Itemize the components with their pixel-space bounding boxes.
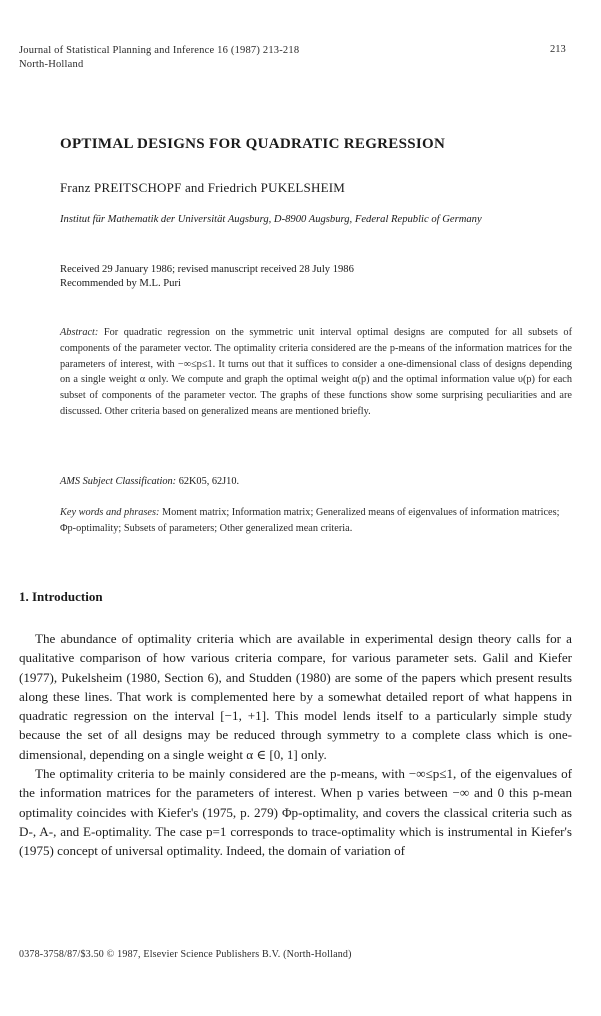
ams-label: AMS Subject Classification: — [60, 476, 177, 487]
recommended-by: Recommended by M.L. Puri — [60, 278, 181, 289]
dates-block — [60, 263, 354, 291]
paper-authors: Franz PREITSCHOPF and Friedrich PUKELSHEIM — [60, 180, 346, 195]
section-body — [19, 629, 572, 861]
abstract-text: For quadratic regression on the symmetric unit interval optimal designs are computed for all subsets of components of the parameter vector. The optimality criteria considered are the p-means of the information matrices for the parameters of interest, with −∞≤p≤1. It turns out that it suffices to consider a one-dimensional class of designs depending on a single weight α only. We compute and graph the optimal weight α(p) and the optimal information value υ(p) for each subset of components of the parameter vector. The graphs of these functions show some surprising peculiarities and are discussed. Other criteria based on generalized means are mentioned briefly. — [60, 327, 572, 417]
author-affiliation: Institut für Mathematik der Universität Augsburg, D-8900 Augsburg, Federal Republic of Germany — [60, 214, 482, 225]
ams-classification — [60, 476, 239, 487]
ams-value: 62K05, 62J10. — [176, 476, 240, 487]
page-number: 213 — [550, 44, 566, 55]
keywords-value: Moment matrix; Information matrix; Generalized means of eigenvalues of information matrices; Φp-optimality; Subsets of parameters; Other generalized mean criteria. — [60, 507, 560, 534]
keywords-label: Key words and phrases: — [60, 507, 160, 518]
journal-citation — [19, 44, 299, 72]
journal-line-2: North-Holland — [19, 59, 84, 70]
copyright-footer: 0378-3758/87/$3.50 © 1987, Elsevier Science Publishers B.V. (North-Holland) — [19, 949, 352, 960]
journal-line-1: Journal of Statistical Planning and Inference 16 (1987) 213-218 — [19, 45, 300, 56]
paragraph-1: The abundance of optimality criteria which are available in experimental design theory calls for a qualitative comparison of how various criteria compare, for various parameter sets. Galil and Kiefer (1977), Pukelsheim (1980, Section 6), and Studden (1980) are some of the papers which present results along these lines. That work is complemented here by a somewhat detailed report of what happens in quadratic regression on the interval [−1, +1]. This model lends itself to a particularly simple study because the set of all designs may be reduced through symmetry to a complete class which is one-dimensional, depending on a single weight α ∈ [0, 1] only. — [19, 631, 572, 762]
received-dates: Received 29 January 1986; revised manuscript received 28 July 1986 — [60, 264, 354, 275]
abstract — [60, 325, 572, 420]
section-heading: 1. Introduction — [19, 589, 103, 604]
paragraph-2: The optimality criteria to be mainly considered are the p-means, with −∞≤p≤1, of the eigenvalues of the information matrices for the parameters of interest. When p varies between −∞ and 0 this p-mean optimality coincides with Kiefer's (1975, p. 279) Φp-optimality, and covers the classical criteria such as D-, A-, and E-optimality. The case p=1 corresponds to trace-optimality which is instrumental in Kiefer's (1975) concept of universal optimality. Indeed, the domain of variation of — [19, 766, 572, 859]
keywords — [60, 505, 572, 537]
abstract-label: Abstract: — [60, 327, 99, 338]
paper-title: OPTIMAL DESIGNS FOR QUADRATIC REGRESSION — [60, 136, 446, 152]
